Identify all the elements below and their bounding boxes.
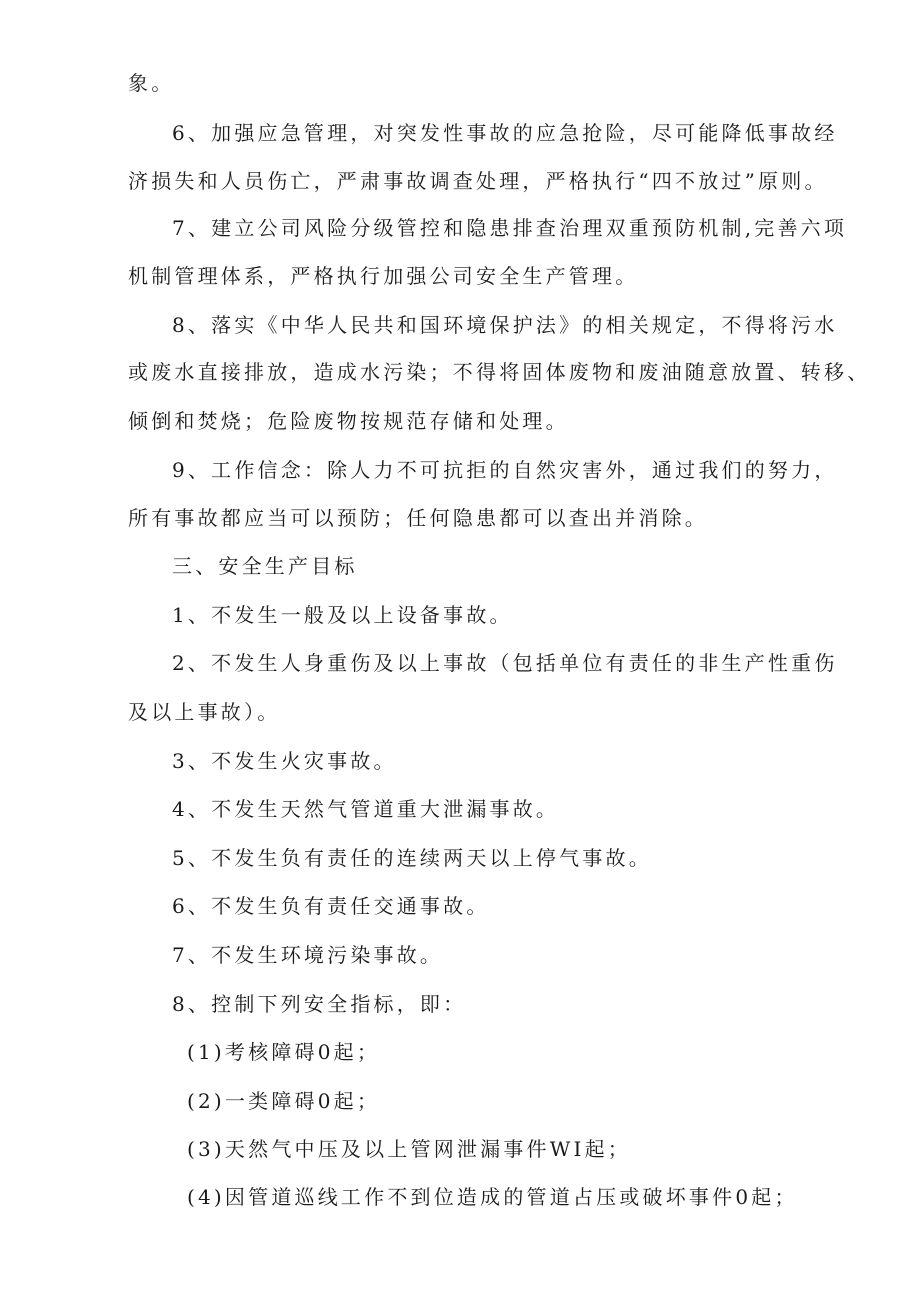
goal-2-line-1: 2、不发生人身重伤及以上事故（包括单位有责任的非生产性重伤 — [172, 651, 838, 675]
item-7-line-2: 机制管理体系，严格执行加强公司安全生产管理。 — [128, 264, 639, 288]
indicator-4: (4)因管道巡线工作不到位造成的管道占压或破坏事件0起； — [187, 1185, 798, 1209]
item-8-line-1: 8、落实《中华人民共和国环境保护法》的相关规定，不得将污水 — [172, 313, 838, 337]
item-8-line-3: 倾倒和焚烧；危险废物按规范存储和处理。 — [128, 409, 569, 433]
item-7-line-1: 7、建立公司风险分级管控和隐患排查治理双重预防机制,完善六项 — [172, 216, 848, 240]
goal-1: 1、不发生一般及以上设备事故。 — [172, 603, 513, 627]
item-6-line-2: 济损失和人员伤亡，严肃事故调查处理，严格执行“四不放过”原则。 — [128, 169, 828, 193]
goal-6: 6、不发生负有责任交通事故。 — [172, 894, 490, 918]
indicator-2: (2)一类障碍0起； — [187, 1089, 381, 1113]
item-6-line-1: 6、加强应急管理，对突发性事故的应急抢险，尽可能降低事故经 — [172, 121, 838, 145]
goal-5: 5、不发生负有责任的连续两天以上停气事故。 — [172, 846, 652, 870]
goal-8: 8、控制下列安全指标，即： — [172, 992, 467, 1016]
section-heading: 三、安全生产目标 — [172, 554, 358, 578]
item-8-line-2: 或废水直接排放，造成水污染；不得将固体废物和废油随意放置、转移、 — [128, 360, 871, 384]
indicator-1: (1)考核障碍0起； — [187, 1040, 381, 1064]
goal-4: 4、不发生天然气管道重大泄漏事故。 — [172, 797, 560, 821]
goal-3: 3、不发生火灾事故。 — [172, 749, 397, 773]
goal-2-line-2: 及以上事故）。 — [128, 700, 281, 724]
item-9-line-1: 9、工作信念：除人力不可抗拒的自然灾害外，通过我们的努力， — [172, 458, 838, 482]
indicator-3: (3)天然气中压及以上管网泄漏事件WI起； — [187, 1137, 631, 1161]
paragraph-continuation: 象。 — [128, 71, 175, 95]
item-9-line-2: 所有事故都应当可以预防；任何隐患都可以查出并消除。 — [128, 506, 708, 530]
goal-7: 7、不发生环境污染事故。 — [172, 943, 444, 967]
